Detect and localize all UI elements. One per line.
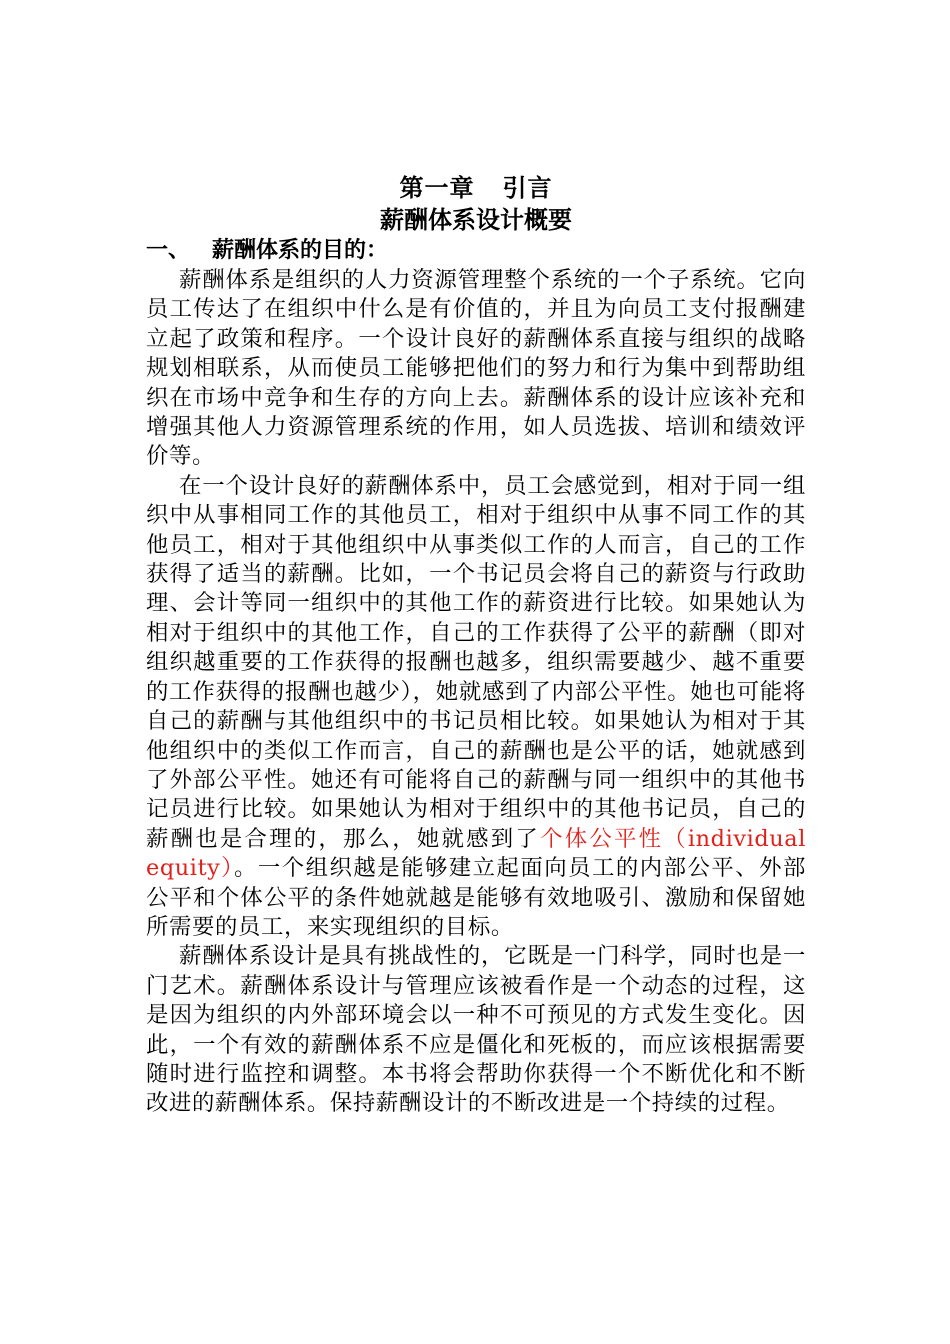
paragraph-3: 薪酬体系设计是具有挑战性的，它既是一门科学，同时也是一门艺术。薪酬体系设计与管理应该被看作是一个动态的过程，这是因为组织的内外部环境会以一种不可预见的方式发生变化。因此，一个有效的薪酬体系不应是僵化和死板的，而应该根据需要随时进行监控和调整。本书将会帮助你获得一个不断优化和不断改进的薪酬体系。保持薪酬设计的不断改进是一个持续的过程。 — [146, 943, 806, 1117]
paragraph-2-text-before: 在一个设计良好的薪酬体系中，员工会感觉到，相对于同一组织中从事相同工作的其他员工，相对于组织中从事不同工作的其他员工，相对于其他组织中从事类似工作的人而言，自己的工作获得了适当的薪酬。比如，一个书记员会将自己的薪资与行政助理、会计等同一组织中的其他工作的薪资进行比较。如果她认为相对于组织中的其他工作，自己的工作获得了公平的薪酬（即对组织越重要的工作获得的报酬也越多，组织需要越少、越不重要的工作获得的报酬也越少），她就感到了内部公平性。她也可能将自己的薪酬与其他组织中的书记员相比较。如果她认为相对于其他组织中的类似工作而言，自己的薪酬也是公平的话，她就感到了外部公平性。她还有可能将自己的薪酬与同一组织中的其他书记员进行比较。如果她认为相对于组织中的其他书记员，自己的薪酬也是合理的，那么，她就感到了 — [146, 472, 806, 852]
section-number: 一、 — [146, 238, 191, 263]
paragraph-2-text-after: 。一个组织越是能够建立起面向员工的内部公平、外部公平和个体公平的条件她就越是能够有效地吸引、激励和保留她所需要的员工，来实现组织的目标。 — [146, 855, 806, 940]
chapter-title — [146, 172, 806, 204]
paragraph-2 — [146, 472, 806, 943]
document-body — [146, 172, 806, 1119]
highlighted-term: 个体公平性（individual equity） — [146, 825, 807, 882]
chapter-number: 第一章 — [399, 174, 475, 202]
section-title: 薪酬体系的目的： — [212, 238, 389, 263]
chapter-name: 引言 — [502, 174, 553, 202]
paragraph-1: 薪酬体系是组织的人力资源管理整个系统的一个子系统。它向员工传达了在组织中什么是有价值的，并且为向员工支付报酬建立起了政策和程序。一个设计良好的薪酬体系直接与组织的战略规划相联系，从而使员工能够把他们的努力和行为集中到帮助组织在市场中竞争和生存的方向上去。薪酬体系的设计应该补充和增强其他人力资源管理系统的作用，如人员选拔、培训和绩效评价等。 — [146, 267, 806, 470]
document-subtitle: 薪酬体系设计概要 — [380, 206, 572, 234]
section-heading — [146, 236, 806, 266]
